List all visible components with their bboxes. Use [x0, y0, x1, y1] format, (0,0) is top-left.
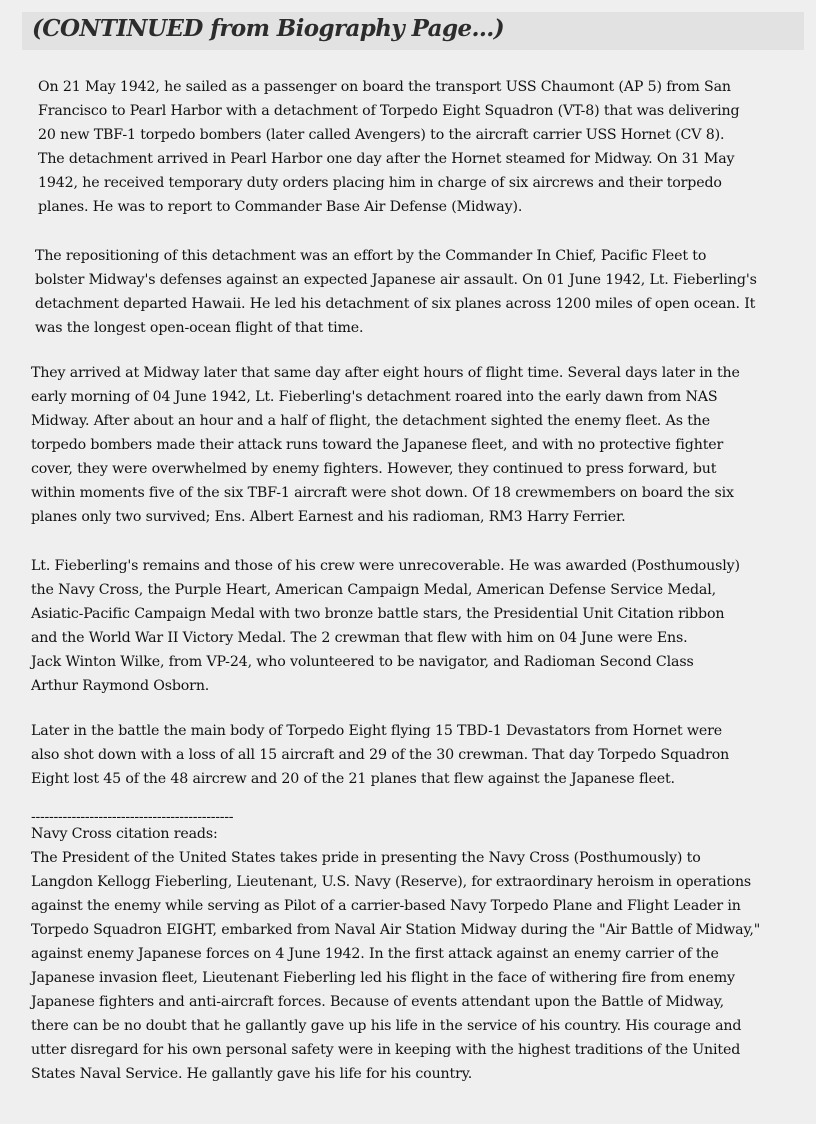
paragraph-line: On 21 May 1942, he sailed as a passenger on board the transport USS Chaumont (AP 5) from San	[38, 79, 731, 95]
paragraph-line: and the World War II Victory Medal. The 2 crewman that flew with him on 04 June were Ens.	[31, 630, 688, 646]
paragraph-line: They arrived at Midway later that same day after eight hours of flight time. Several days later in the	[31, 365, 740, 381]
paragraph-line: detachment departed Hawaii. He led his detachment of six planes across 1200 miles of open ocean. It	[35, 296, 756, 312]
paragraph-line: The repositioning of this detachment was an effort by the Commander In Chief, Pacific Fleet to	[35, 248, 707, 264]
paragraph-line: planes only two survived; Ens. Albert Earnest and his radioman, RM3 Harry Ferrier.	[31, 509, 626, 525]
citation-line: The President of the United States takes pride in presenting the Navy Cross (Posthumously) to	[31, 850, 701, 866]
paragraph-line: Jack Winton Wilke, from VP-24, who volunteered to be navigator, and Radioman Second Class	[31, 654, 694, 670]
paragraph-line: the Navy Cross, the Purple Heart, American Campaign Medal, American Defense Service Medal,	[31, 582, 716, 598]
paragraph-line: Asiatic-Pacific Campaign Medal with two bronze battle stars, the Presidential Unit Citation ribbon	[31, 606, 725, 622]
citation-line: against enemy Japanese forces on 4 June 1942. In the first attack against an enemy carrier of the	[31, 946, 719, 962]
citation-line: Japanese fighters and anti-aircraft forces. Because of events attendant upon the Battle of Midway,	[31, 994, 724, 1010]
paragraph-torpedo-eight	[31, 719, 729, 791]
citation-line: there can be no doubt that he gallantly gave up his life in the service of his country. His courage and	[31, 1018, 742, 1034]
paragraph-line: 1942, he received temporary duty orders placing him in charge of six aircrews and their torpedo	[38, 175, 722, 191]
paragraph-line: Arthur Raymond Osborn.	[31, 678, 210, 694]
paragraph-line: also shot down with a loss of all 15 aircraft and 29 of the 30 crewman. That day Torpedo Squadron	[31, 747, 730, 763]
paragraph-line: cover, they were overwhelmed by enemy fighters. However, they continued to press forward, but	[31, 461, 717, 477]
paragraph-awards	[31, 554, 740, 698]
citation-line: Japanese invasion fleet, Lieutenant Fieberling led his flight in the face of withering fire from enemy	[31, 970, 735, 986]
paragraph-line: Francisco to Pearl Harbor with a detachment of Torpedo Eight Squadron (VT-8) that was delivering	[38, 103, 740, 119]
citation-line: against the enemy while serving as Pilot of a carrier-based Navy Torpedo Plane and Flight Leader in	[31, 898, 741, 914]
paragraph-line: Later in the battle the main body of Torpedo Eight flying 15 TBD-1 Devastators from Hornet were	[31, 723, 723, 739]
paragraph-line: Midway. After about an hour and a half of flight, the detachment sighted the enemy fleet. As the	[31, 413, 711, 429]
citation-line: utter disregard for his own personal safety were in keeping with the highest traditions of the United	[31, 1042, 741, 1058]
paragraph-line: bolster Midway's defenses against an expected Japanese air assault. On 01 June 1942, Lt. Fieberling's	[35, 272, 757, 288]
paragraph-attack	[31, 361, 740, 529]
citation-line: States Naval Service. He gallantly gave his life for his country.	[31, 1066, 473, 1082]
paragraph-voyage	[38, 75, 739, 219]
header-banner	[22, 12, 804, 50]
citation-line: Torpedo Squadron EIGHT, embarked from Naval Air Station Midway during the "Air Battle of Midway,"	[31, 922, 761, 938]
paragraph-line: was the longest open-ocean flight of that time.	[35, 320, 364, 336]
paragraph-line: The detachment arrived in Pearl Harbor one day after the Hornet steamed for Midway. On 31 May	[38, 151, 735, 167]
paragraph-line: Eight lost 45 of the 48 aircrew and 20 of the 21 planes that flew against the Japanese fleet.	[31, 771, 675, 787]
citation-heading: Navy Cross citation reads:	[31, 826, 218, 842]
paragraph-line: Lt. Fieberling's remains and those of his crew were unrecoverable. He was awarded (Posthumously)	[31, 558, 740, 574]
citation-line: Langdon Kellogg Fieberling, Lieutenant, U.S. Navy (Reserve), for extraordinary heroism in operations	[31, 874, 752, 890]
paragraph-line: within moments five of the six TBF-1 aircraft were shot down. Of 18 crewmembers on board the six	[31, 485, 734, 501]
paragraph-line: planes. He was to report to Commander Base Air Defense (Midway).	[38, 199, 523, 215]
paragraph-line: early morning of 04 June 1942, Lt. Fieberling's detachment roared into the early dawn from NAS	[31, 389, 718, 405]
paragraph-repositioning	[35, 244, 757, 340]
paragraph-line: 20 new TBF-1 torpedo bombers (later called Avengers) to the aircraft carrier USS Hornet (CV 8).	[38, 127, 725, 143]
navy-cross-citation	[31, 822, 760, 1086]
paragraph-line: torpedo bombers made their attack runs toward the Japanese fleet, and with no protective fighter	[31, 437, 724, 453]
section-divider: ---------------------------------------------	[31, 809, 234, 825]
page-title: (CONTINUED from Biography Page...)	[32, 15, 504, 42]
